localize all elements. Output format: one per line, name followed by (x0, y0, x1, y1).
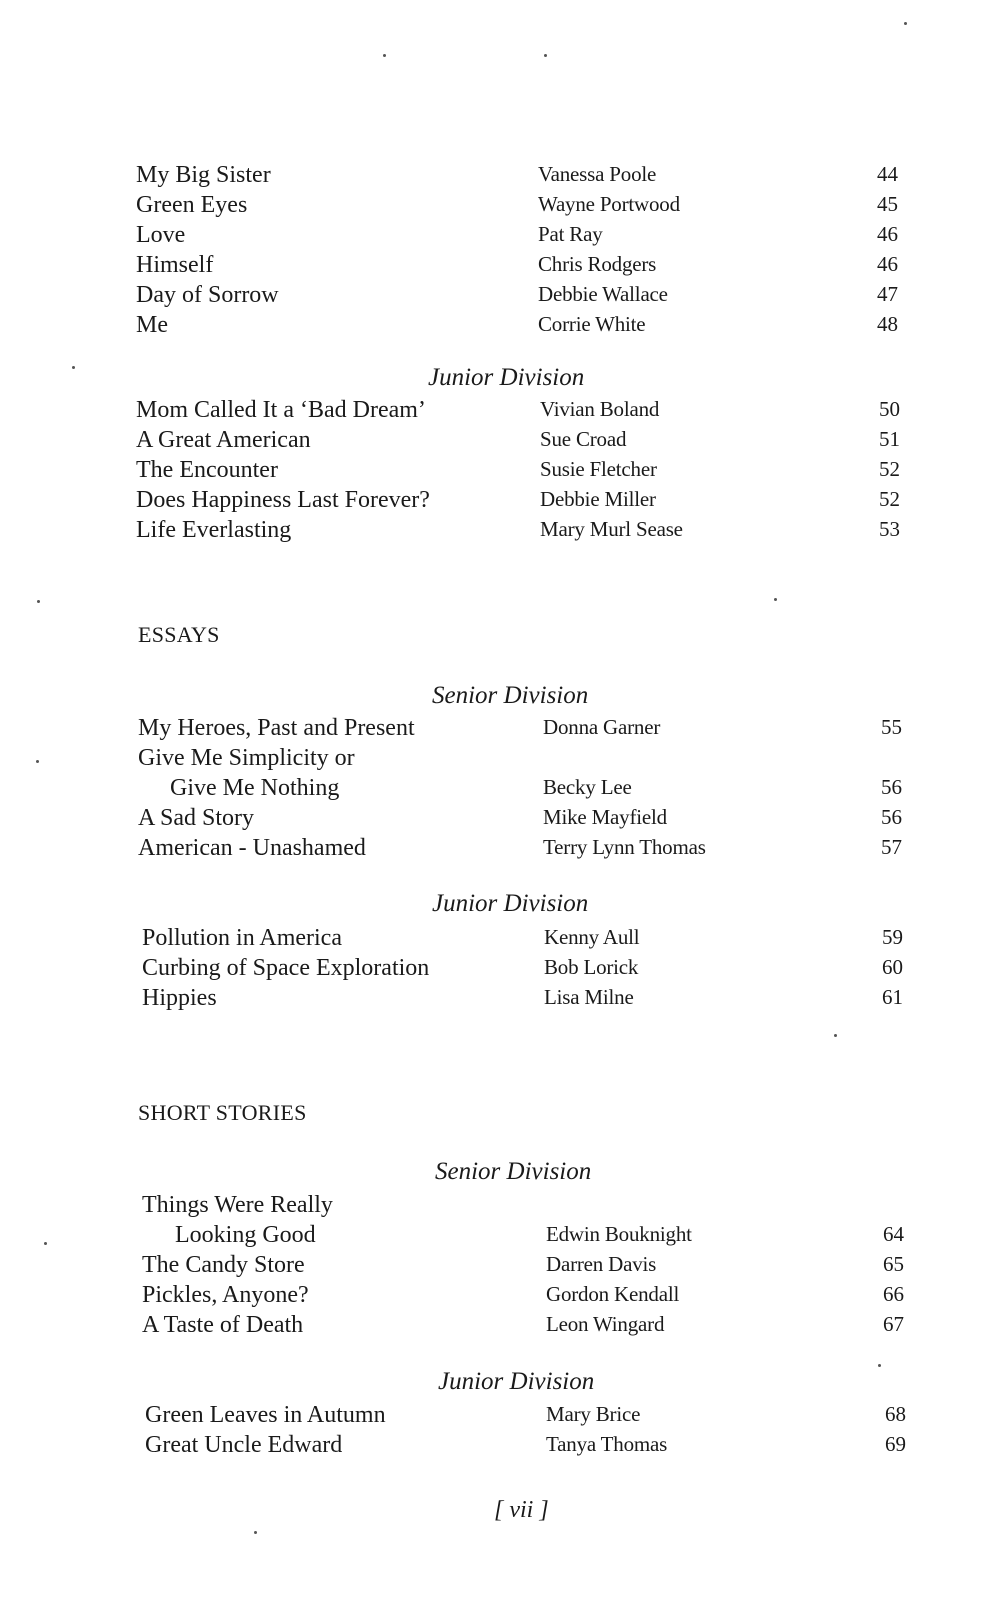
entry-title: My Heroes, Past and Present (138, 715, 415, 741)
entry-page: 68 (885, 1402, 906, 1426)
entry-title: Day of Sorrow (136, 282, 279, 308)
entry-author: Vivian Boland (540, 397, 660, 421)
subsection-heading: Junior Division (432, 890, 589, 917)
scan-speck (544, 54, 547, 57)
subsection-heading: Junior Division (438, 1368, 595, 1395)
scan-speck (37, 600, 40, 603)
entry-title: Me (136, 312, 168, 338)
entry-author: Leon Wingard (546, 1312, 665, 1336)
entry-title: Pollution in America (142, 925, 342, 951)
entry-author: Kenny Aull (544, 925, 640, 949)
scan-speck (383, 54, 386, 57)
entry-author: Vanessa Poole (538, 162, 657, 186)
entry-title: Love (136, 222, 186, 248)
scan-speck (834, 1034, 837, 1037)
entry-title: Does Happiness Last Forever? (136, 487, 430, 513)
entry-title: My Big Sister (136, 162, 271, 188)
subsection-heading: Junior Division (428, 364, 585, 391)
entry-title: Hippies (142, 985, 217, 1011)
entry-title: Pickles, Anyone? (142, 1282, 309, 1308)
entry-author: Gordon Kendall (546, 1282, 680, 1306)
entry-author: Becky Lee (543, 775, 632, 799)
entry-page: 67 (883, 1312, 904, 1336)
entry-page: 55 (881, 715, 902, 739)
scan-speck (254, 1531, 257, 1534)
entry-author: Darren Davis (546, 1252, 657, 1276)
entry-page: 50 (879, 397, 900, 421)
entry-author: Mike Mayfield (543, 805, 667, 829)
entry-page: 66 (883, 1282, 904, 1306)
entry-author: Wayne Portwood (538, 192, 680, 216)
entry-title-line1: Things Were Really (142, 1192, 333, 1218)
page-number: [ vii ] (494, 1497, 549, 1523)
entry-author: Donna Garner (543, 715, 661, 739)
entry-page: 56 (881, 775, 902, 799)
scan-speck (904, 22, 907, 25)
entry-title: Curbing of Space Exploration (142, 955, 430, 981)
scan-speck (72, 366, 75, 369)
entry-page: 53 (879, 517, 900, 541)
entry-title-line2: Looking Good (175, 1222, 316, 1248)
entry-title: Life Everlasting (136, 517, 292, 543)
entry-title: The Encounter (136, 457, 278, 483)
scan-speck (878, 1364, 881, 1367)
entry-author: Corrie White (538, 312, 646, 336)
entry-title-line1: Give Me Simplicity or (138, 745, 355, 771)
entry-title: Green Leaves in Autumn (145, 1402, 386, 1428)
entry-page: 60 (882, 955, 903, 979)
entry-author: Bob Lorick (544, 955, 639, 979)
entry-author: Mary Brice (546, 1402, 641, 1426)
entry-page: 65 (883, 1252, 904, 1276)
entry-author: Pat Ray (538, 222, 603, 246)
entry-page: 61 (882, 985, 903, 1009)
subsection-heading: Senior Division (432, 682, 589, 709)
section-heading-short-stories: SHORT STORIES (138, 1100, 307, 1125)
entry-page: 46 (877, 252, 898, 276)
entry-title: A Taste of Death (142, 1312, 304, 1338)
entry-page: 64 (883, 1222, 904, 1246)
entry-author: Sue Croad (540, 427, 627, 451)
entry-page: 48 (877, 312, 898, 336)
entry-author: Tanya Thomas (546, 1432, 668, 1456)
entry-title: Great Uncle Edward (145, 1432, 343, 1458)
entry-author: Debbie Miller (540, 487, 656, 511)
entry-title-line2: Give Me Nothing (170, 775, 340, 801)
entry-title: Green Eyes (136, 192, 248, 218)
entry-page: 69 (885, 1432, 906, 1456)
entry-page: 56 (881, 805, 902, 829)
entry-title: A Sad Story (138, 805, 255, 831)
entry-title: American - Unashamed (138, 835, 366, 861)
scan-speck (44, 1242, 47, 1245)
entry-title: The Candy Store (142, 1252, 305, 1278)
scan-speck (36, 760, 39, 763)
entry-page: 52 (879, 457, 900, 481)
entry-page: 47 (877, 282, 898, 306)
entry-page: 45 (877, 192, 898, 216)
section-heading-essays: ESSAYS (138, 622, 220, 647)
entry-page: 44 (877, 162, 898, 186)
scan-speck (774, 598, 777, 601)
entry-title: A Great American (136, 427, 311, 453)
entry-page: 57 (881, 835, 902, 859)
entry-page: 52 (879, 487, 900, 511)
entry-author: Lisa Milne (544, 985, 634, 1009)
entry-author: Terry Lynn Thomas (543, 835, 706, 859)
entry-author: Debbie Wallace (538, 282, 668, 306)
entry-page: 51 (879, 427, 900, 451)
subsection-heading: Senior Division (435, 1158, 592, 1185)
entry-author: Mary Murl Sease (540, 517, 683, 541)
entry-title: Himself (136, 252, 214, 278)
entry-page: 46 (877, 222, 898, 246)
entry-title: Mom Called It a ‘Bad Dream’ (136, 397, 426, 423)
entry-page: 59 (882, 925, 903, 949)
entry-author: Edwin Bouknight (546, 1222, 692, 1246)
entry-author: Chris Rodgers (538, 252, 657, 276)
entry-author: Susie Fletcher (540, 457, 657, 481)
